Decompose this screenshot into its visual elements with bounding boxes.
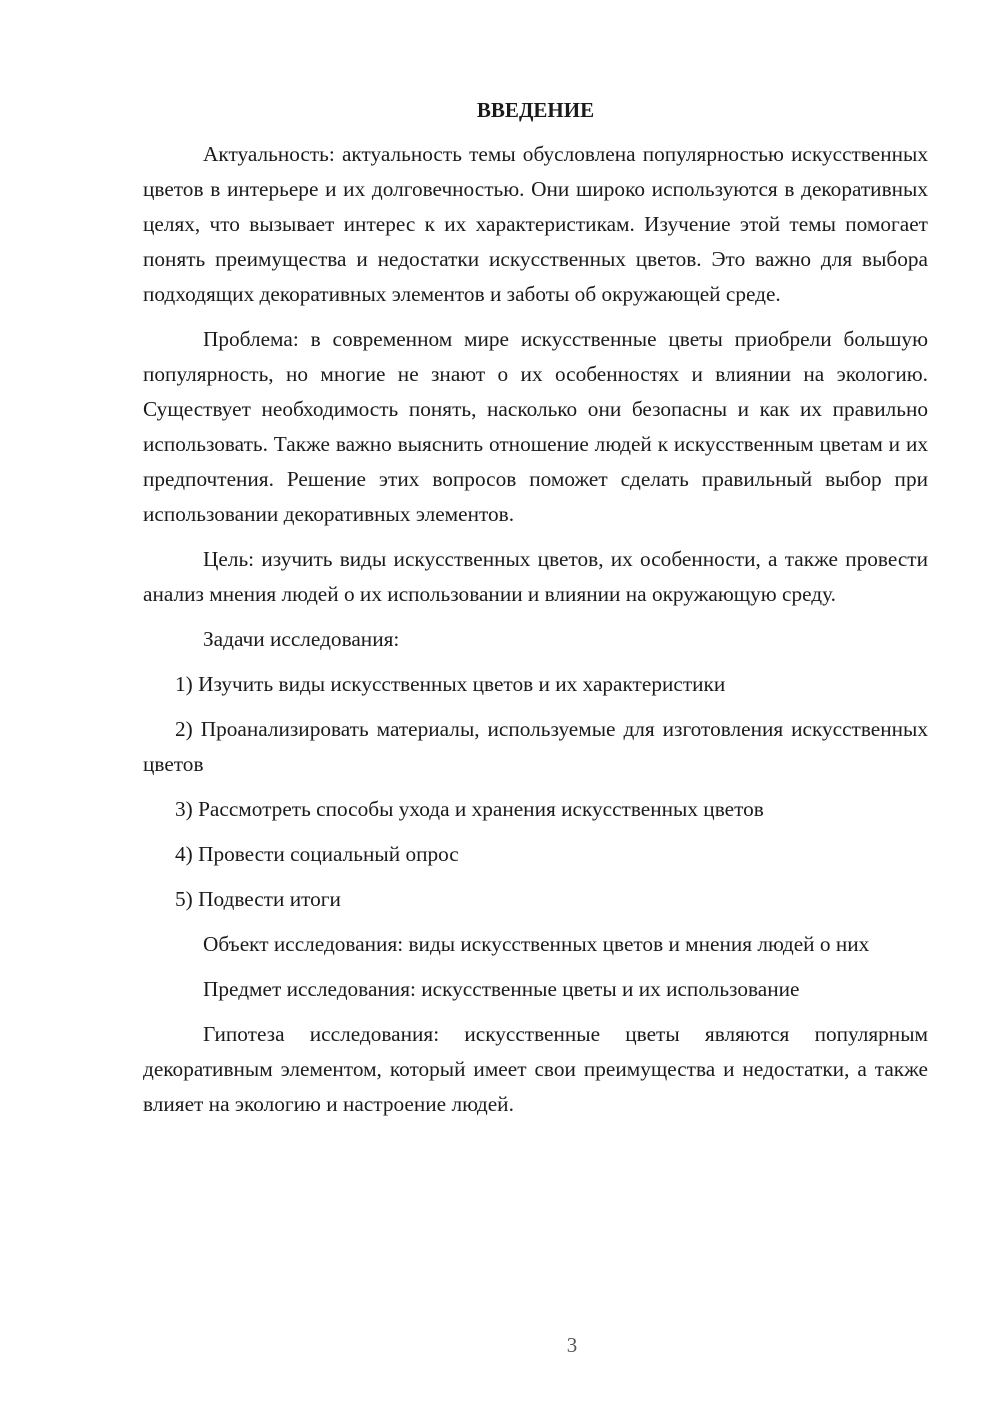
task-item-2: 2) Проанализировать материалы, используемые для изготовления искусственных цветов — [143, 717, 928, 776]
paragraph-hypothesis: Гипотеза исследования: искусственные цветы являются популярным декоративным элементом, который имеет свои преимущества и недостатки, а также влияет на экологию и настроение людей. — [143, 1022, 928, 1116]
task-item-5: 5) Подвести итоги — [175, 887, 341, 911]
task-item-4: 4) Провести социальный опрос — [175, 842, 459, 866]
paragraph-relevance: Актуальность: актуальность темы обусловлена популярностью искусственных цветов в интерьере и их долговечностью. Они широко используются в декоративных целях, что вызывает интерес к их характеристикам. Изучение этой темы помогает понять преимущества и недостатки искусственных цветов. Это важно для выбора подходящих декоративных элементов и заботы об окружающей среде. — [143, 142, 928, 306]
section-title: ВВЕДЕНИЕ — [476, 98, 595, 122]
task-item-1: 1) Изучить виды искусственных цветов и их характеристики — [175, 672, 726, 696]
paragraph-problem: Проблема: в современном мире искусственные цветы приобрели большую популярность, но многие не знают о их особенностях и влиянии на экологию. Существует необходимость понять, насколько они безопасны и как их правильно использовать. Также важно выяснить отношение людей к искусственным цветам и их предпочтения. Решение этих вопросов поможет сделать правильный выбор при использовании декоративных элементов. — [143, 327, 928, 526]
page-number: 3 — [566, 1333, 578, 1357]
paragraph-subject: Предмет исследования: искусственные цветы и их использование — [203, 977, 800, 1001]
document-page — [143, 95, 928, 1132]
paragraph-goal: Цель: изучить виды искусственных цветов, их особенности, а также провести анализ мнения людей о их использовании и влиянии на окружающую среду. — [143, 547, 928, 606]
paragraph-object: Объект исследования: виды искусственных цветов и мнения людей о них — [203, 932, 870, 956]
tasks-heading: Задачи исследования: — [203, 627, 400, 651]
task-item-3: 3) Рассмотреть способы ухода и хранения искусственных цветов — [175, 797, 764, 821]
